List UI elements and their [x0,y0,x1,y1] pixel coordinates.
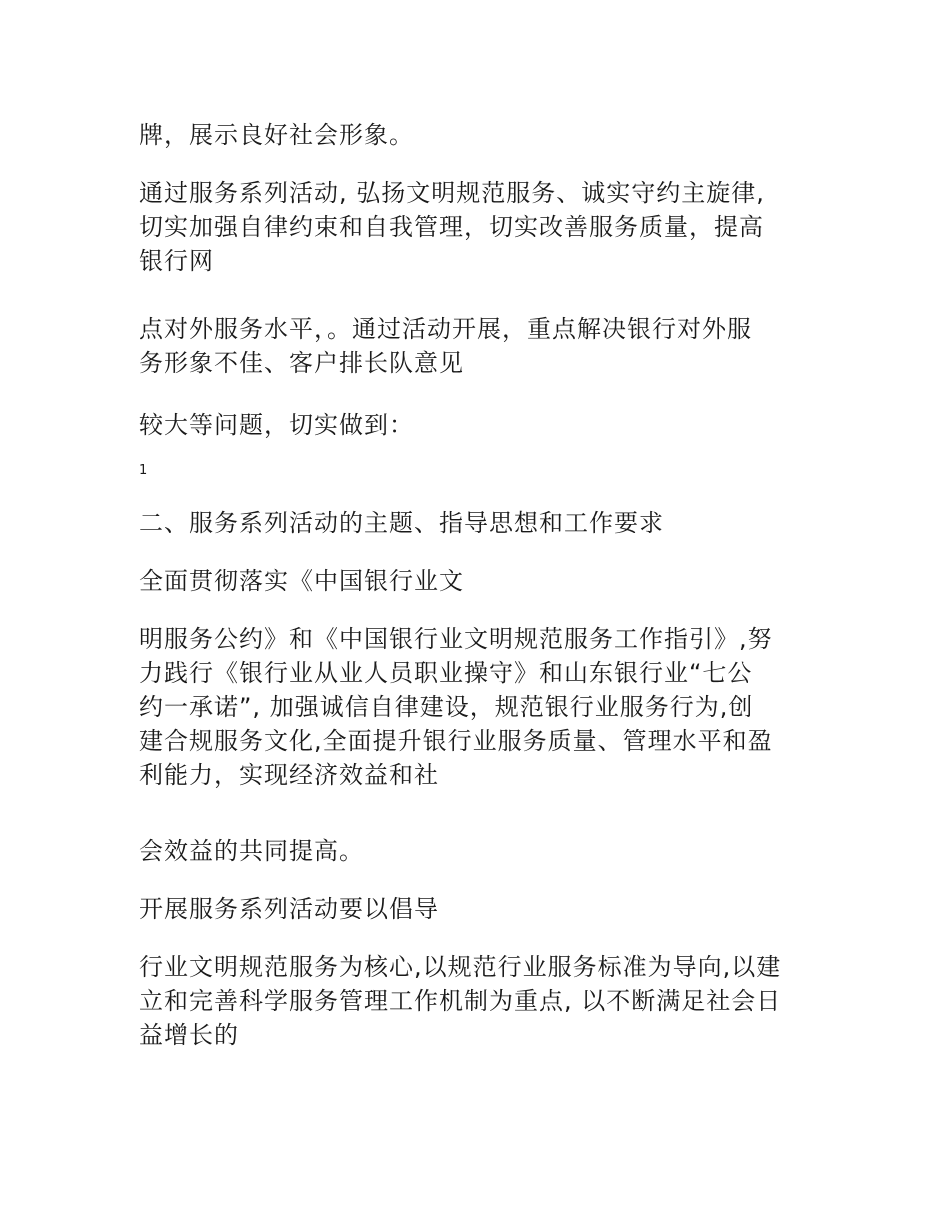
text-line: 约一承诺”, 加强诚信自律建设，规范银行业服务行为,创 [139,693,754,721]
paragraph-6 [139,564,819,598]
text-line: 明服务公约》和《中国银行业文明规范服务工作指引》,努 [139,625,773,653]
paragraph-7 [139,622,819,792]
text-line: 力践行《银行业从业人员职业操守》和山东银行业“七公 [139,659,753,687]
text-line: 全面贯彻落实《中国银行业文 [139,567,464,595]
text-line: 利能力，实现经济效益和社 [139,761,439,789]
text-line: 二、服务系列活动的主题、指导思想和工作要求 [139,509,664,537]
text-line: 立和完善科学服务管理工作机制为重点, 以不断满足社会日 [139,987,782,1015]
page-number: 1 [139,463,148,478]
text-line: 通过服务系列活动, 弘扬文明规范服务、诚实守约主旋律, [139,179,765,207]
text-line: 牌，展示良好社会形象。 [139,121,414,149]
text-line: 会效益的共同提高。 [139,837,364,865]
text-line: 建合规服务文化,全面提升银行业服务质量、管理水平和盈 [139,727,773,755]
section-heading [139,506,819,540]
text-line: 银行网 [139,247,214,275]
paragraph-4 [139,408,819,442]
text-line: 务形象不佳、客户排长队意见 [139,349,464,377]
paragraph-10 [139,950,819,1052]
text-line: 切实加强自律约束和自我管理，切实改善服务质量，提高 [139,213,764,241]
paragraph-8 [139,834,819,868]
text-line: 开展服务系列活动要以倡导 [139,895,439,923]
paragraph-9 [139,892,819,926]
text-line: 行业文明规范服务为核心,以规范行业服务标准为导向,以建 [139,953,782,981]
text-line: 点对外服务水平，。通过活动开展，重点解决银行对外服 [139,315,752,343]
paragraph-3 [139,312,819,380]
text-line: 益增长的 [139,1021,239,1049]
paragraph-1 [139,118,819,152]
paragraph-2 [139,176,819,278]
text-line: 较大等问题，切实做到： [139,411,414,439]
